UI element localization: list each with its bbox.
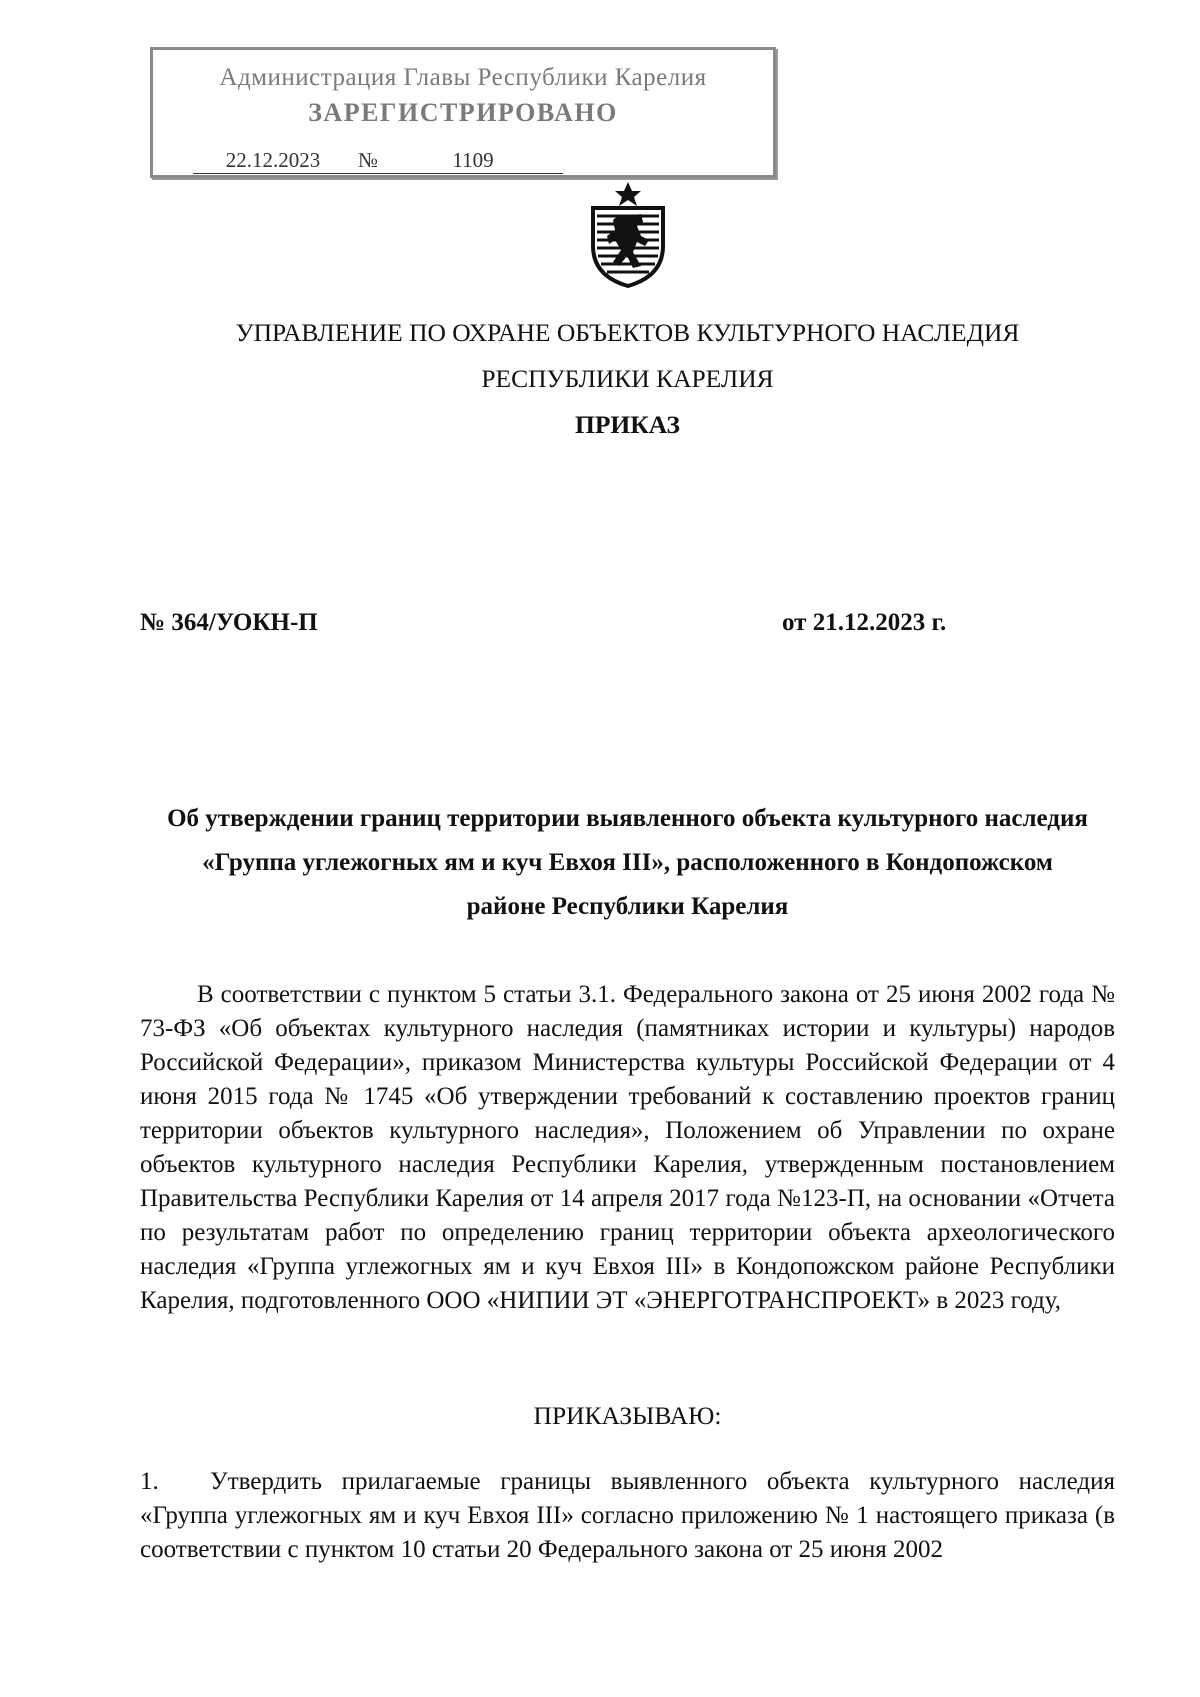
item-text: Утвердить прилагаемые границы выявленного объекта культурного наследия «Группа углежогных ям и куч Евхоя III» согласно приложению № 1 настоящего приказа (в соответствии с пунктом 10 статьи 20 Федерального закона от 25 июня 2002: [140, 1468, 1115, 1563]
title-line-3: районе Республики Карелия: [466, 893, 789, 920]
issuer-line-1: УПРАВЛЕНИЕ ПО ОХРАНЕ ОБЪЕКТОВ КУЛЬТУРНОГО НАСЛЕДИЯ: [235, 318, 1020, 347]
stamp-organization: Администрация Главы Республики Карелия: [219, 64, 707, 91]
stamp-number-label: №: [353, 148, 383, 174]
title-line-1: Об утверждении границ территории выявленного объекта культурного наследия: [167, 805, 1088, 832]
preamble-paragraph: [140, 978, 1115, 1318]
item-number: 1.: [140, 1468, 159, 1495]
stamp-date: 22.12.2023: [193, 148, 353, 174]
stamp-registration-line: [193, 148, 563, 174]
stamp-status: ЗАРЕГИСТРИРОВАНО: [308, 98, 618, 127]
registration-stamp: [150, 47, 776, 178]
order-date: от 21.12.2023 г.: [782, 609, 947, 636]
preamble-text: В соответствии с пунктом 5 статьи 3.1. Федерального закона от 25 июня 2002 года № 73-ФЗ «Об объектах культурного наследия (памятниках истории и культуры) народов Российской Федерации», приказом Министерства культуры Российской Федерации от 4 июня 2015 года № 1745 «Об утверждении требований к составлению проектов границ территории объектов культурного наследия», Положением об Управлении по охране объектов культурного наследия Республики Карелия, утвержденным постановлением Правительства Республики Карелия от 14 апреля 2017 года №123-П, на основании «Отчета по результатам работ по определению границ территории объекта археологического наследия «Группа углежогных ям и куч Евхоя III» в Кондопожском районе Республики Карелия, подготовленного ООО «НИПИИ ЭТ «ЭНЕРГОТРАНСПРОЕКТ» в 2023 году,: [140, 981, 1115, 1314]
document-type: ПРИКАЗ: [575, 410, 680, 439]
document-title: [140, 797, 1115, 929]
issuer-line-2: РЕСПУБЛИКИ КАРЕЛИЯ: [481, 364, 774, 393]
order-number: № 364/УОКН-П: [140, 609, 318, 636]
title-line-2: «Группа углежогных ям и куч Евхоя III», расположенного в Кондопожском: [202, 849, 1053, 876]
command-word: ПРИКАЗЫВАЮ:: [533, 1401, 722, 1430]
stamp-number: 1109: [383, 148, 563, 174]
order-item-1: [140, 1465, 1115, 1567]
karelia-coat-of-arms-icon: [583, 180, 673, 290]
